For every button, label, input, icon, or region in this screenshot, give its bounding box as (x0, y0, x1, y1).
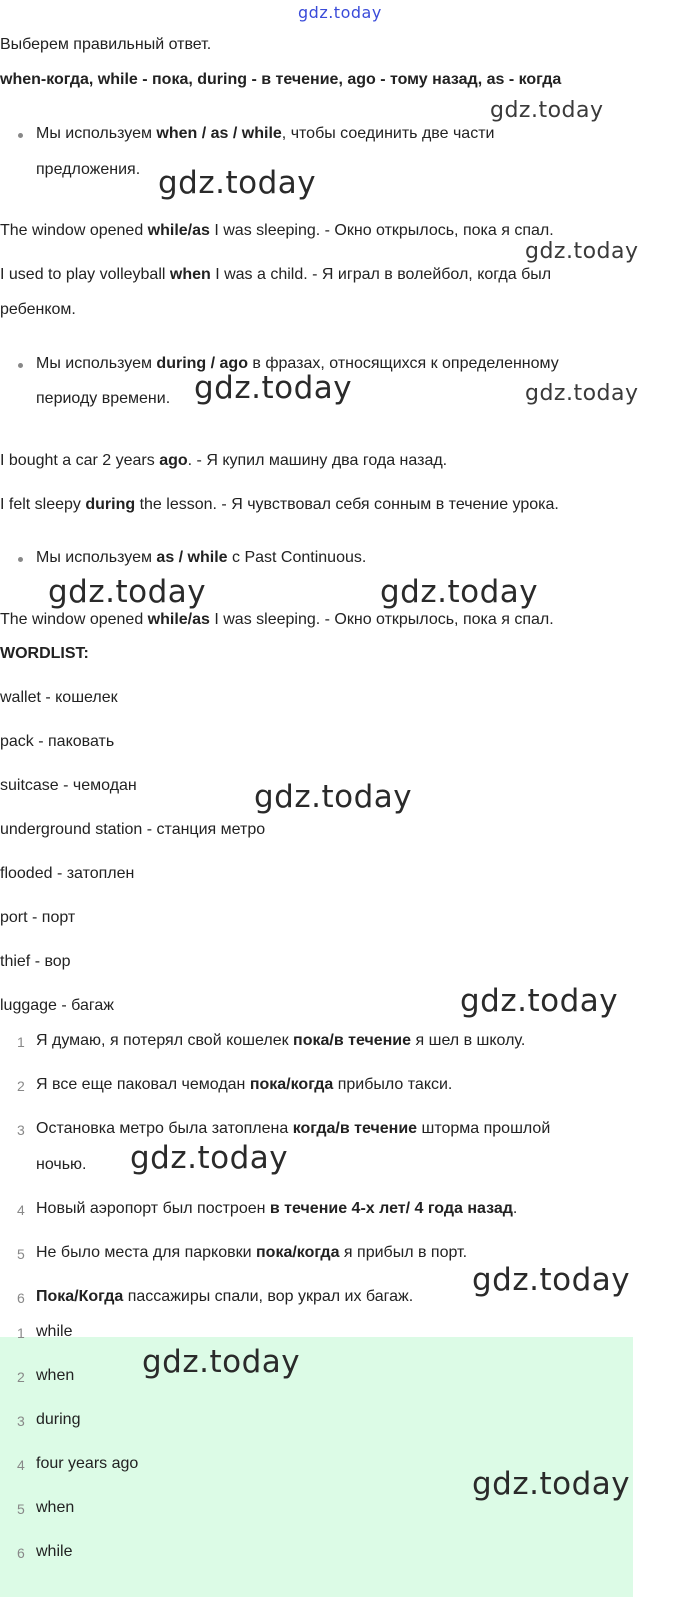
bullet (18, 363, 23, 368)
answer-item: while (36, 1323, 73, 1340)
task-3-line2: ночью. (36, 1156, 87, 1173)
watermark: gdz.today (380, 574, 539, 610)
answer-number: 4 (17, 1457, 25, 1473)
task-2: Я все еще паковал чемодан пока/когда прибыло такси. (36, 1076, 453, 1093)
answer-item: four years ago (36, 1455, 139, 1472)
task-number: 5 (17, 1246, 25, 1262)
intro-text: Выберем правильный ответ. (0, 36, 212, 53)
watermark: gdz.today (525, 239, 639, 264)
bullet (18, 133, 23, 138)
example-3: The window opened while/as I was sleeping. - Окно открылось, пока я спал. (0, 611, 554, 628)
watermark: gdz.today (194, 370, 353, 406)
wordlist-title: WORDLIST: (0, 645, 89, 662)
task-3: Остановка метро была затоплена когда/в течение шторма прошлой (36, 1120, 551, 1137)
task-1: Я думаю, я потерял свой кошелек пока/в течение я шел в школу. (36, 1032, 526, 1049)
wordlist-item: port - порт (0, 909, 76, 926)
wordlist-item: thief - вор (0, 953, 71, 970)
example-2a: I bought a car 2 years ago. - Я купил машину два года назад. (0, 452, 448, 469)
answer-item: while (36, 1543, 73, 1560)
task-5: Не было места для парковки пока/когда я прибыл в порт. (36, 1244, 468, 1261)
wordlist-item: wallet - кошелек (0, 689, 118, 706)
answer-item: when (36, 1499, 75, 1516)
example-2b: I felt sleepy during the lesson. - Я чувствовал себя сонным в течение урока. (0, 496, 559, 513)
watermark: gdz.today (472, 1262, 631, 1298)
answer-number: 5 (17, 1501, 25, 1517)
answer-number: 3 (17, 1413, 25, 1429)
watermark: gdz.today (158, 165, 317, 201)
rule-2: Мы используем during / ago в фразах, относящихся к определенному (36, 355, 559, 372)
task-number: 3 (17, 1122, 25, 1138)
task-number: 2 (17, 1078, 25, 1094)
bullet (18, 557, 23, 562)
wordlist-item: luggage - багаж (0, 997, 114, 1014)
example-1a: The window opened while/as I was sleeping. - Окно открылось, пока я спал. (0, 222, 554, 239)
task-4: Новый аэропорт был построен в течение 4-х лет/ 4 года назад. (36, 1200, 518, 1217)
watermark: gdz.today (48, 574, 207, 610)
rule-2-line2: периоду времени. (36, 390, 171, 407)
rule-3: Мы используем as / while с Past Continuous. (36, 549, 367, 566)
rule-1-line2: предложения. (36, 161, 141, 178)
wordlist-item: flooded - затоплен (0, 865, 135, 882)
wordlist-item: suitcase - чемодан (0, 777, 137, 794)
answer-item: during (36, 1411, 81, 1428)
example-1b-line2: ребенком. (0, 301, 76, 318)
top-logo: gdz.today (298, 3, 382, 22)
answer-number: 6 (17, 1545, 25, 1561)
task-6: Пока/Когда пассажиры спали, вор украл их багаж. (36, 1288, 414, 1305)
rule-1: Мы используем when / as / while, чтобы соединить две части (36, 125, 495, 142)
watermark: gdz.today (525, 381, 639, 406)
watermark: gdz.today (490, 98, 604, 123)
task-number: 1 (17, 1034, 25, 1050)
watermark: gdz.today (254, 779, 413, 815)
answer-number: 1 (17, 1325, 25, 1341)
watermark: gdz.today (130, 1140, 289, 1176)
legend-text: when-когда, while - пока, during - в течение, ago - тому назад, as - когда (0, 71, 562, 88)
answer-number: 2 (17, 1369, 25, 1385)
example-1b: I used to play volleyball when I was a child. - Я играл в волейбол, когда был (0, 266, 552, 283)
watermark: gdz.today (142, 1344, 301, 1380)
wordlist-item: pack - паковать (0, 733, 115, 750)
task-number: 4 (17, 1202, 25, 1218)
answer-item: when (36, 1367, 75, 1384)
watermark: gdz.today (460, 983, 619, 1019)
task-number: 6 (17, 1290, 25, 1306)
watermark: gdz.today (472, 1466, 631, 1502)
wordlist-item: underground station - станция метро (0, 821, 266, 838)
